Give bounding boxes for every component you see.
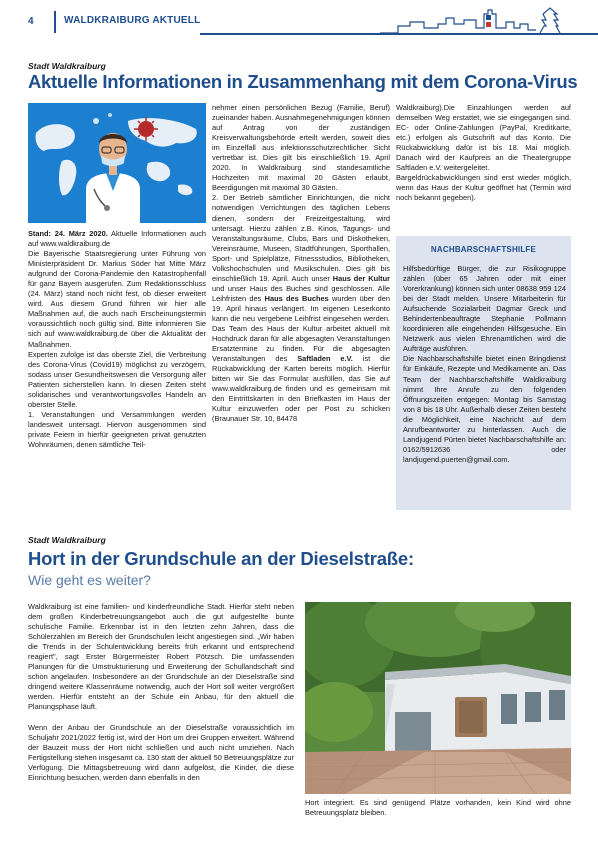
header-divider (54, 11, 56, 33)
photo-caption: Hort integriert. Es sind genügend Plätze vorhanden, kein Kind wird ohne Betreuungsplatz bleiben. (305, 798, 571, 818)
article1-paragraph: nehmer einen persönlichen Bezug (Familie, Beruf) zueinander haben. Ausnahmegenehmigungen können auf Antrag von der zuständigen Kreisverwaltungsbehörde erteilt werden, soweit dies im Einzelfall aus infektionsschutzrechtlicher Sicht vertretbar ist. Dies gilt bis einschließlich 19. April 2020. In Waldkraiburg sind standesamtliche Hochzeiten mit maximal 20 Gästen erlaubt, Beerdigungen mit maximal 30 Gästen. (212, 103, 390, 193)
article2-headline: Hort in der Grundschule an der Dieselstraße: (28, 548, 414, 569)
article1-paragraph: Stand: 24. März 2020. Aktuelle Informationen auch auf www.waldkraiburg.de (28, 229, 206, 249)
article2-paragraph: Waldkraiburg ist eine familien- und kinderfreundliche Stadt. Hierfür steht neben dem großen Kinderbetreuungsangebot auch die gut aufgestellte bunte schulische Familie. Erkennbar ist in den letzten zehn Jahren, dass die Schülerzahlen im Bereich der Grundschulen leicht angestiegen sind. „Wir haben die Trends in der Schulentwicklung bereits früh erkannt und entsprechend reagiert", sagt Erster Bürgermeister Robert Pötzsch. Die umfassenden Planungen für die Umstrukturierung und Erweiterung der Schullandschaft sind schon angelaufen. Insbesondere an der Grundschule an der Dieselstraße sind dringend weitere Klassenräume notwendig, auch der Hort soll weiter vergrößert werden. Hierfür entsteht an der Schule ein Anbau, für den aktuell die Planungsphase läuft. (28, 602, 294, 712)
box-title: NACHBARSCHAFTSHILFE (430, 245, 537, 254)
article1-column-1 (28, 229, 206, 450)
article1-column-2 (212, 103, 390, 425)
article1-paragraph: 2. Der Betrieb sämtlicher Einrichtungen, die nicht notwendigen Verrichtungen des täglichen Lebens dienen, sondern der Freizeitgestaltung, wird untersagt. Hierzu zählen z.B. Kinos, Tagungs- und Veranstaltungsräume, Clubs, Bars und Diskotheken, Vereinsräume, Museen, Stadtführungen, Sporthallen, Sport- und Spielplätze, Fitnessstudios, Bibliotheken, Volkshochschulen und Musikschulen. Dies gilt bis einschließlich 19. April. Auch unser Haus der Kultur und unser Haus des Buches sind geschlossen. Alle Leihfristen des Haus des Buches wurden über den 19. April hinaus verlängert. Im eigenen Leserkonto kann die neu vergebene Leihfrist eingesehen werden. Das Team des Haus der Kultur arbeitet aktuell mit Hochdruck daran für alle abgesagten Veranstaltungen Ersatztermine zu finden. Für die abgesagten Veranstaltungen des Saftladen e.V. ist die Rückabwicklung der Karten bereits möglich. Hierfür bitten wir Sie das Formular ausfüllen, das Sie auf www.waldkraiburg.de finden und es gemeinsam mit den Eintrittskarten in den Briefkasten im Haus der Kultur einzuwerfen oder per Post zu schicken (Braunauer Str. 10, 84478 (212, 193, 391, 424)
article1-kicker: Stadt Waldkraiburg (28, 61, 106, 71)
article1-paragraph: Die Bayerische Staatsregierung unter Führung von Ministerpräsident Dr. Markus Söder hat Mitte März aufgrund der Corona-Pandemie den Katastrophenfall für ganz Bayern ausgerufen. Zum Redaktionsschluss (24. März) stand noch nicht fest, ob dieser erweitert wird. Aus diesem Grund führen wir hier alle Maßnahmen auf, die auch nach Erscheinungstermin voraussichtlich noch gültig sind. Bitte informieren Sie sich auf www.waldkraiburg.de über die Aktualität der Maßnahmen. (28, 249, 206, 349)
article1-paragraph: 1. Veranstaltungen und Versammlungen werden landesweit untersagt. Hiervon ausgenommen sind private Feiern in hierfür geeigneten privat genutzten Wohnräumen, denen sämtliche Teil- (28, 409, 206, 449)
doctor-world-map-illustration (28, 103, 206, 223)
page-number: 4 (28, 16, 34, 27)
neighbourhood-help-box (396, 236, 571, 510)
box-text (403, 264, 566, 465)
article1-headline: Aktuelle Informationen in Zusammenhang mit dem Corona-Virus (28, 71, 578, 92)
box-paragraph: Hilfsbedürftige Bürger, die zur Risikogruppe zählen (über 65 Jahren oder mit einer Vorerkrankung) können sich unter 08638 959 124 bei der Stadt melden. Unsere Mitarbeiterin für Aufsuchende Sozialarbeit Dagmar Greck und Behindertenbeauftragte Stephanie Pollmann koordinieren alle eingehenden Hilfsgesuche. Ein Netzwerk aus vielen Ehrenamtlichen wird die Aufträge ausführen. (403, 264, 566, 354)
article2-subhead: Wie geht es weiter? (28, 572, 151, 588)
box-paragraph: Die Nachbarschaftshilfe bietet einen Bringdienst für Einkäufe, Rezepte und Medikamente an. Das Team der Nachbarschaftshilfe Waldkraiburg nimmt Ihre Anrufe zu den folgenden Öffnungszeiten entgegen: Montag bis Samstag von 8 bis 18 Uhr. Außerhalb dieser Zeiten besteht die Möglichkeit, eine Nachricht auf dem Anrufbeantworter zu hinterlassen. Auch die Landjugend Pürten bietet Nachbarschaftshilfe an: 0162/5912636 oder landjugend.puerten@gmail.com. (403, 354, 566, 464)
article1-paragraph: Bargeldrückabwicklungen sind erst wieder möglich, wenn das Haus der Kultur geöffnet hat (Termin wird noch bekannt gegeben). (396, 173, 571, 203)
publication-title: WALDKRAIBURG AKTUELL (64, 15, 201, 26)
article1-column-3 (396, 103, 571, 203)
article2-paragraph: Wenn der Anbau der Grundschule an der Dieselstraße voraussichtlich im Schuljahr 2021/2022 fertig ist, wird der Hort um drei Gruppen erweitert. Während der Bauzeit muss der Hort nicht schließen und auch nicht umziehen. Nach Fertigstellung stehen insgesamt ca. 130 statt der aktuell 50 Betreuungsplätze zur Verfügung. Die Mittagsbetreuung wird dann aufgelöst, die Kinder, die diese Einrichtung besuchen, werden dann ebenfalls in den (28, 722, 294, 782)
article1-paragraph: Waldkraiburg).Die Einzahlungen werden auf demselben Weg erstattet, wie sie eingegangen sind. EC- oder Online-Zahlungen (PayPal, Kreditkarte, etc.) erfolgen als Gutschrift auf das Konto. Die Rückabwicklung dafür ist bis 18. Mai möglich. Danach wird der Kaufpreis an die Theatergruppe Saftladen e.V. weitergeleitet. (396, 103, 571, 173)
article2-kicker: Stadt Waldkraiburg (28, 535, 106, 545)
article1-paragraph: Experten zufolge ist das oberste Ziel, die Verbreitung des Corona-Virus (Covid19) möglichst zu verzögern, sodass unser Gesundheitswesen die Versorgung aller Patienten sicherstellen kann. In diesen Zeiten steht solidarisches und verantwortungsvolles Handeln an oberster Stelle. (28, 349, 206, 409)
city-skyline-icon (380, 4, 570, 36)
school-building-photo (305, 602, 571, 794)
article2-body (28, 602, 294, 783)
page-header (0, 0, 598, 40)
